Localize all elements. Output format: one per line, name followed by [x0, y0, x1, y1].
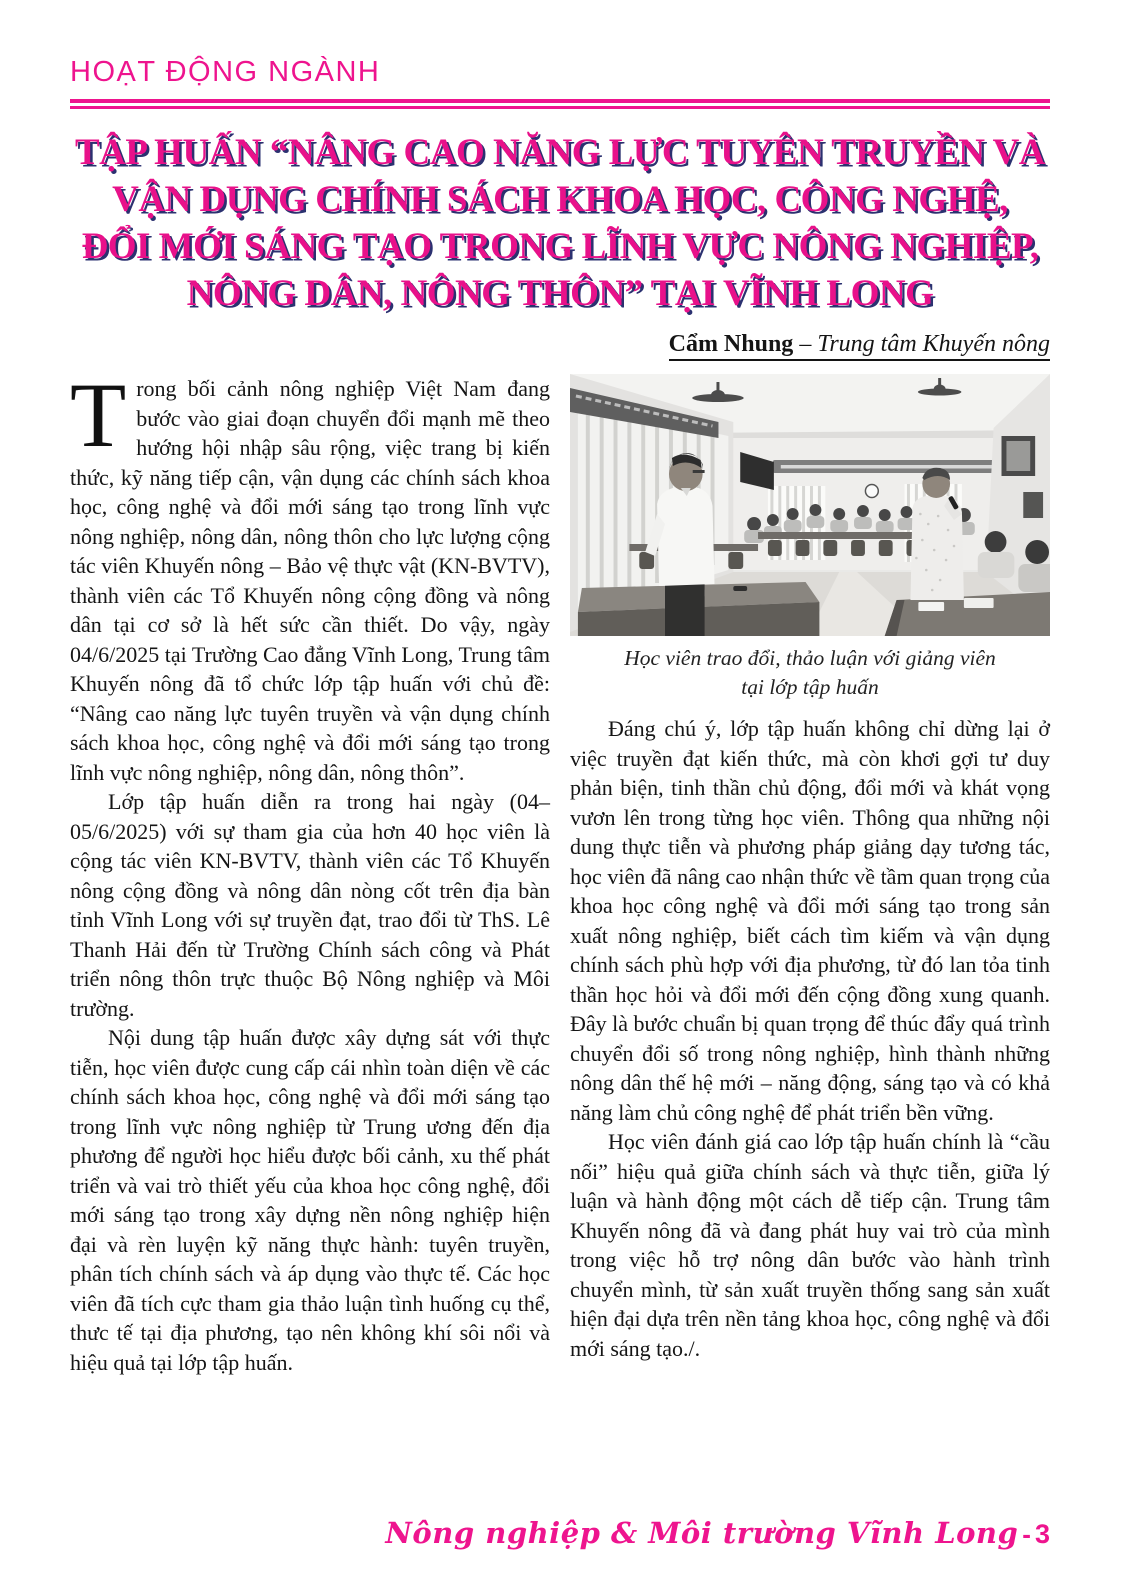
left-column [70, 364, 550, 1377]
paragraph-1 [70, 364, 550, 787]
page-footer [70, 1516, 1050, 1594]
article-body [70, 364, 1050, 1377]
footer-separator: - [1022, 1519, 1031, 1549]
byline-row [70, 331, 1050, 358]
title-line-3: ĐỔI MỚI SÁNG TẠO TRONG LĨNH VỰC NÔNG NGHIỆP, [81, 226, 1039, 267]
paragraph-5: Học viên đánh giá cao lớp tập huấn chính là “cầu nối” hiệu quả giữa chính sách và thực tiễn, giữa lý luận và hành động một cách dễ tiếp cận. Trung tâm Khuyến nông đã và đang phát huy vai trò của mình trong việc hỗ trợ nông dân bước vào hành trình chuyển mình, từ sản xuất truyền thống sang sản xuất hiện đại dựa trên nền tảng khoa học, công nghệ và đổi mới sáng tạo./. [570, 1129, 1050, 1361]
photo-caption-line-2: tại lớp tập huấn [741, 675, 879, 699]
photo-caption [570, 644, 1050, 702]
header-rule [70, 99, 1050, 109]
article-figure [570, 374, 1050, 702]
title-line-4: NÔNG DÂN, NÔNG THÔN” TẠI VĨNH LONG [186, 273, 934, 314]
paragraph-3: Nội dung tập huấn được xây dựng sát với thực tiễn, học viên được cung cấp cái nhìn toàn diện về các chính sách khoa học, công nghệ và đổi mới sáng tạo trong lĩnh vực nông nghiệp từ Trung ương đến địa phương để người học hiểu được bối cảnh, xu thế phát triển và vai trò thiết yếu của khoa học công nghệ, đổi mới sáng tạo trong xây dựng nền nông nghiệp hiện đại và rèn luyện kỹ năng thực hành: tuyên truyền, phân tích chính sách và áp dụng vào thực tế. Các học viên đã tích cực tham gia thảo luận tình huống cụ thể, thưc tế tại địa phương, tạo nên không khí sôi nổi và hiệu quả tại lớp tập huấn. [70, 1025, 550, 1375]
byline-separator: – [799, 331, 812, 357]
paragraph-4: Đáng chú ý, lớp tập huấn không chỉ dừng lại ở việc truyền đạt kiến thức, mà còn khơi gợi tư duy phản biện, tinh thần chủ động, đổi mới và khát vọng vươn lên trong từng học viên. Thông qua những nội dung thực tiễn và phương pháp giảng dạy tương tác, học viên đã nâng cao nhận thức về tầm quan trọng của khoa học công nghệ và đổi mới sáng tạo trong sản xuất nông nghiệp, biết cách tìm kiếm và vận dụng chính sách phù hợp với địa phương, từ đó lan tỏa tinh thần học hỏi và đổi mới đến cộng đồng xung quanh. Đây là bước chuẩn bị quan trọng để thúc đẩy quá trình chuyển đổi số trong nông nghiệp, hình thành những nông dân thế hệ mới – năng động, sáng tạo và có khả năng làm chủ công nghệ để phát triển bền vững. [570, 716, 1050, 1125]
section-label: HOẠT ĐỘNG NGÀNH [70, 56, 381, 88]
photo-caption-line-1: Học viên trao đổi, thảo luận với giảng viên [624, 646, 996, 670]
paragraph-2: Lớp tập huấn diễn ra trong hai ngày (04–05/6/2025) với sự tham gia của hơn 40 học viên là cộng tác viên KN-BVTV, thành viên các Tổ Khuyến nông cộng đồng và nông dân nòng cốt trên địa bàn tỉnh Vĩnh Long với sự truyền đạt, trao đổi từ ThS. Lê Thanh Hải đến từ Trường Chính sách công và Phát triển nông thôn trực thuộc Bộ Nông nghiệp và Môi trường. [70, 789, 550, 1021]
footer-journal-name: Nông nghiệp & Môi trường Vĩnh Long [385, 1516, 1019, 1550]
byline-affiliation: Trung tâm Khuyến nông [817, 331, 1050, 357]
classroom-photo [570, 374, 1050, 636]
byline-author: Cẩm Nhung [668, 331, 794, 357]
title-line-2: VẬN DỤNG CHÍNH SÁCH KHOA HỌC, CÔNG NGHỆ, [112, 179, 1008, 220]
classroom-photo-illustration [570, 374, 1050, 636]
paragraph-1-text: rong bối cảnh nông nghiệp Việt Nam đang bước vào giai đoạn chuyển đổi mạnh mẽ theo hướng hội nhập sâu rộng, việc trang bị kiến thức, kỹ năng tiếp cận, vận dụng các chính sách khoa học, công nghệ và đổi mới sáng tạo trong lĩnh vực nông nghiệp, nông dân, nông thôn cho lực lượng cộng tác viên Khuyến nông – Bảo vệ thực vật (KN-BVTV), thành viên các Tổ Khuyến nông cộng đồng và nông dân tại cơ sở là hết sức cần thiết. Do vậy, ngày 04/6/2025 tại Trường Cao đẳng Vĩnh Long, Trung tâm Khuyến nông đã tổ chức lớp tập huấn với chủ đề: “Nâng cao năng lực tuyên truyền và vận dụng chính sách khoa học, công nghệ và đổi mới sáng tạo trong lĩnh vực nông nghiệp, nông dân, nông thôn”. [70, 376, 550, 785]
right-column [570, 374, 1050, 1377]
article-title [70, 129, 1050, 317]
title-line-1: TẬP HUẤN “NÂNG CAO NĂNG LỰC TUYÊN TRUYỀN VÀ [74, 132, 1046, 173]
byline [669, 331, 1050, 361]
wall-clock [865, 485, 878, 498]
drop-cap: T [70, 364, 127, 466]
page-number: 3 [1034, 1519, 1050, 1549]
